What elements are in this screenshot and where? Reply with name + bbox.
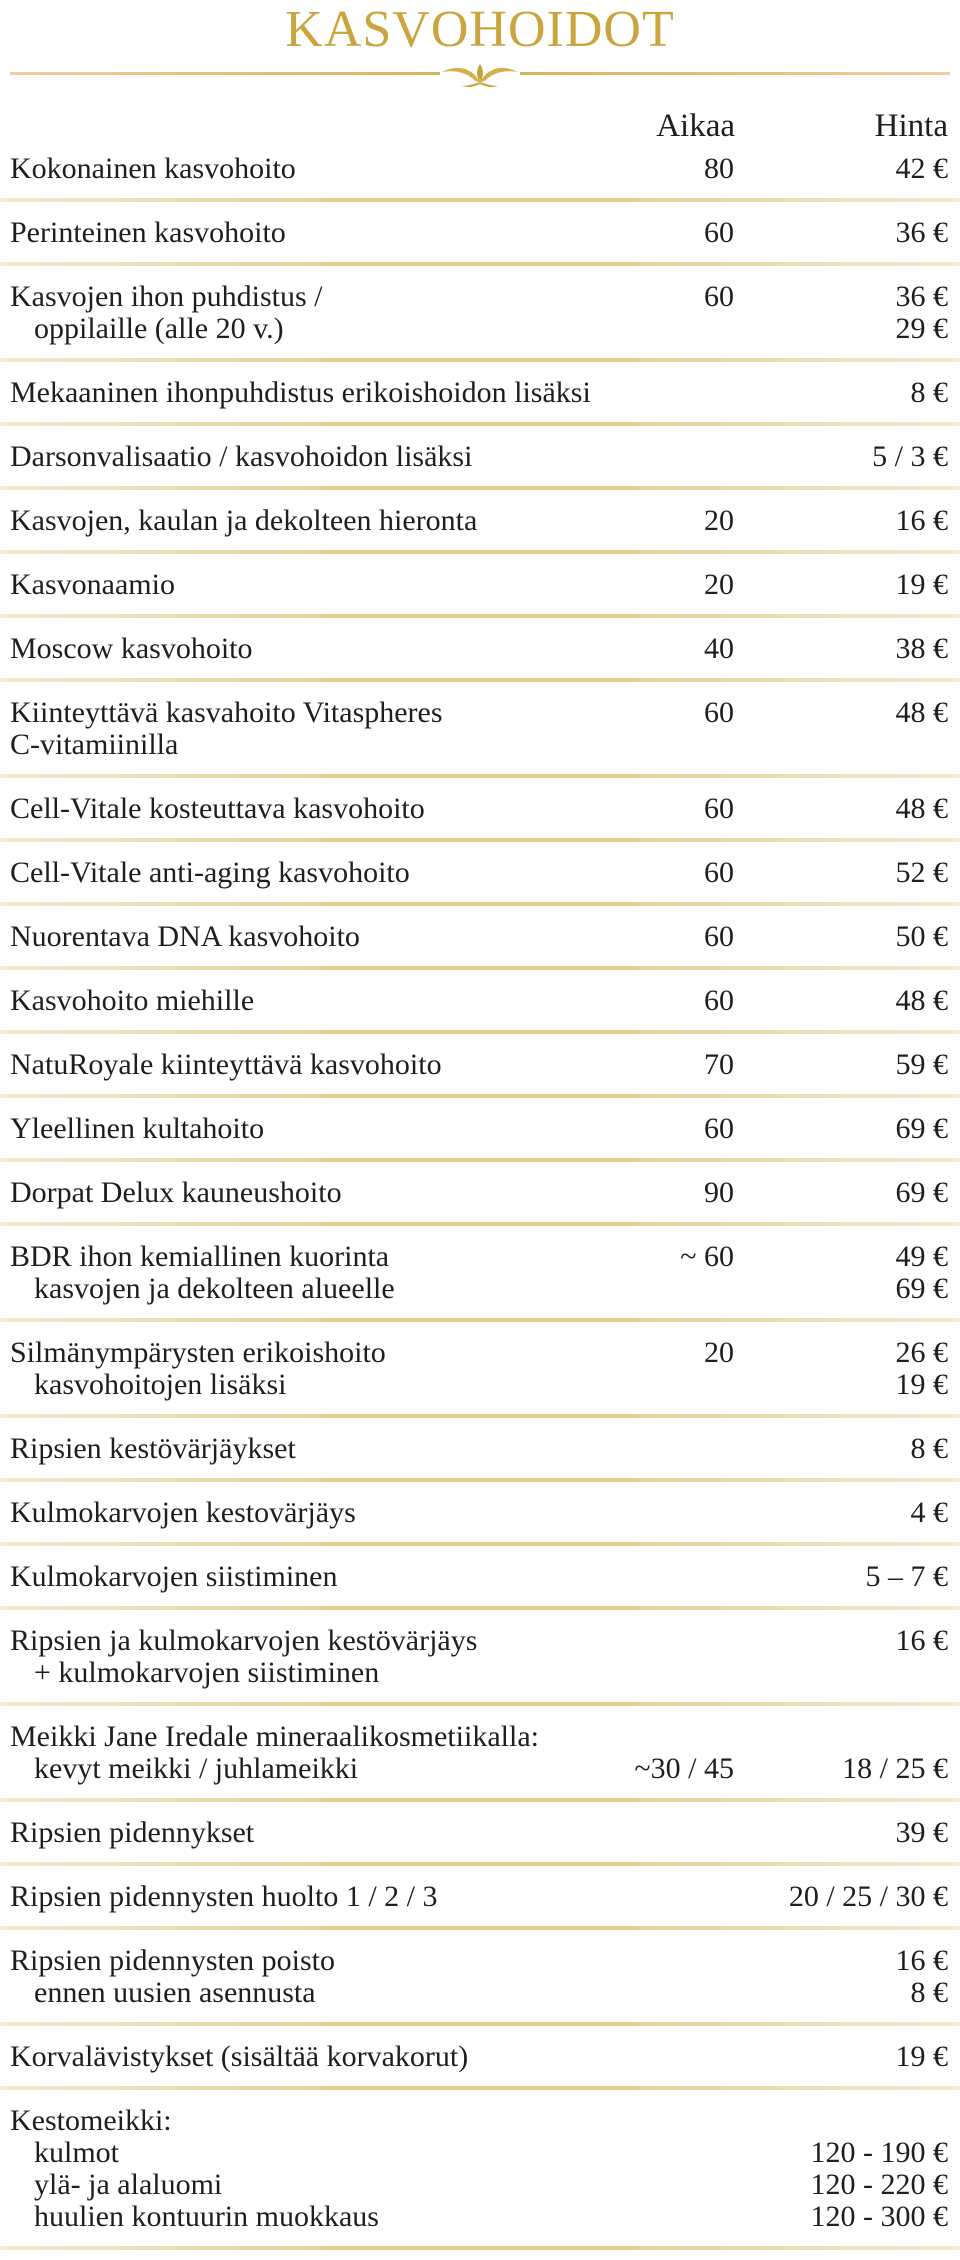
list-item: [0, 916, 960, 970]
treatment-price: 19 €: [895, 1368, 948, 1401]
treatment-time: 40: [704, 632, 734, 665]
treatment-name: Yleellinen kultahoito: [10, 1112, 265, 1145]
treatment-price: 38 €: [895, 632, 948, 665]
treatment-name: ylä- ja alaluomi: [34, 2168, 223, 2201]
treatment-name: BDR ihon kemiallinen kuorinta: [10, 1240, 390, 1273]
time-column-label: Aikaa: [656, 108, 735, 144]
treatment-list: [0, 148, 960, 2260]
treatment-price: 69 €: [895, 1176, 948, 1209]
list-item: [0, 1332, 960, 1418]
treatment-name: Meikki Jane Iredale mineraalikosmetiikalla:: [10, 1720, 539, 1753]
treatment-time: 20: [704, 1336, 734, 1369]
treatment-price: 5 / 3 €: [872, 440, 948, 473]
treatment-name: ennen uusien asennusta: [34, 1976, 316, 2009]
treatment-name: Perinteinen kasvohoito: [10, 216, 286, 249]
divider: [0, 422, 960, 426]
treatment-name: kulmot: [34, 2136, 120, 2169]
divider: [0, 1478, 960, 1482]
treatment-name: Kulmokarvojen siistiminen: [10, 1560, 338, 1593]
treatment-price: 48 €: [895, 696, 948, 729]
treatment-time: 60: [704, 216, 734, 249]
treatment-price: 50 €: [895, 920, 948, 953]
treatment-time: 70: [704, 1048, 734, 1081]
list-item: [0, 1812, 960, 1866]
divider: [0, 1702, 960, 1706]
treatment-price: 16 €: [895, 504, 948, 537]
list-item: [0, 436, 960, 490]
treatment-name: huulien kontuurin muokkaus: [34, 2200, 379, 2233]
treatment-price: 59 €: [895, 1048, 948, 1081]
treatment-name: Kasvonaamio: [10, 568, 175, 601]
treatment-time: 60: [704, 792, 734, 825]
treatment-name: kasvohoitojen lisäksi: [34, 1368, 287, 1401]
ornament-icon: [428, 56, 532, 92]
treatment-price: 26 €: [895, 1336, 948, 1369]
treatment-price: 120 - 220 €: [810, 2168, 948, 2201]
list-item: [0, 148, 960, 202]
treatment-name: Dorpat Delux kauneushoito: [10, 1176, 342, 1209]
treatment-price: 36 €: [895, 216, 948, 249]
treatment-price: 18 / 25 €: [842, 1752, 948, 1785]
treatment-name: Mekaaninen ihonpuhdistus erikoishoidon lisäksi: [10, 376, 591, 409]
divider: [0, 1030, 960, 1034]
list-item: [0, 1172, 960, 1226]
treatment-price: 20 / 25 / 30 €: [788, 1880, 948, 1913]
divider: [0, 1926, 960, 1930]
treatment-name: kevyt meikki / juhlameikki: [34, 1752, 359, 1785]
treatment-price: 48 €: [895, 792, 948, 825]
treatment-price: 16 €: [895, 1624, 948, 1657]
treatment-name: Kokonainen kasvohoito: [10, 152, 296, 185]
treatment-price: 69 €: [895, 1272, 948, 1305]
list-item: [0, 372, 960, 426]
treatment-name: Kasvojen ihon puhdistus /: [10, 280, 323, 313]
treatment-name: kasvojen ja dekolteen alueelle: [34, 1272, 395, 1305]
divider: [0, 1222, 960, 1226]
divider: [0, 678, 960, 682]
page-title: KASVOHOIDOT: [285, 1, 675, 58]
list-item: [0, 1876, 960, 1930]
treatment-name: Moscow kasvohoito: [10, 632, 253, 665]
list-item: [0, 2100, 960, 2250]
treatment-price: 8 €: [910, 1432, 948, 1465]
divider: [0, 198, 960, 202]
divider: [0, 902, 960, 906]
treatment-name: Kasvohoito miehille: [10, 984, 255, 1017]
treatment-name: Kulmokarvojen kestovärjäys: [10, 1496, 356, 1529]
column-header: [0, 108, 960, 148]
list-item: [0, 2036, 960, 2090]
treatment-time: 60: [704, 920, 734, 953]
price-column-label: Hinta: [874, 108, 948, 144]
treatment-price: 4 €: [910, 1496, 948, 1529]
treatment-name: C-vitamiinilla: [10, 728, 179, 761]
treatment-price: 39 €: [895, 1816, 948, 1849]
divider: [0, 1094, 960, 1098]
divider: [0, 1414, 960, 1418]
divider: [0, 2022, 960, 2026]
treatment-name: Darsonvalisaatio / kasvohoidon lisäksi: [10, 440, 473, 473]
divider: [0, 1862, 960, 1866]
list-item: [0, 628, 960, 682]
treatment-time: 60: [704, 984, 734, 1017]
list-item: [0, 276, 960, 362]
list-item: [0, 1108, 960, 1162]
list-item: [0, 212, 960, 266]
treatment-name: Kasvojen, kaulan ja dekolteen hieronta: [10, 504, 478, 537]
treatment-price: 19 €: [895, 2040, 948, 2073]
treatment-name: NatuRoyale kiinteyttävä kasvohoito: [10, 1048, 442, 1081]
divider: [0, 550, 960, 554]
treatment-price: 19 €: [895, 568, 948, 601]
treatment-name: Korvalävistykset (sisältää korvakorut): [10, 2040, 469, 2073]
divider: [0, 838, 960, 842]
divider: [0, 614, 960, 618]
treatment-name: Ripsien pidennysten huolto 1 / 2 / 3: [10, 1880, 438, 1913]
treatment-price: 5 – 7 €: [865, 1560, 948, 1593]
list-item: [0, 1940, 960, 2026]
divider: [0, 358, 960, 362]
treatment-time: 60: [704, 280, 734, 313]
treatment-name: Cell-Vitale kosteuttava kasvohoito: [10, 792, 425, 825]
divider: [0, 2246, 960, 2250]
list-item: [0, 1620, 960, 1706]
treatment-price: 120 - 300 €: [810, 2200, 948, 2233]
list-item: [0, 788, 960, 842]
list-item: [0, 852, 960, 906]
treatment-name: Ripsien pidennykset: [10, 1816, 255, 1849]
list-item: [0, 1492, 960, 1546]
list-item: [0, 1556, 960, 1610]
treatment-name: Cell-Vitale anti-aging kasvohoito: [10, 856, 410, 889]
treatment-time: 60: [704, 1112, 734, 1145]
treatment-name: + kulmokarvojen siistiminen: [34, 1656, 380, 1689]
treatment-price: 8 €: [910, 1976, 948, 2009]
list-item: [0, 980, 960, 1034]
treatment-time: 90: [704, 1176, 734, 1209]
treatment-name: Ripsien ja kulmokarvojen kestövärjäys: [10, 1624, 478, 1657]
list-item: [0, 1236, 960, 1322]
list-item: [0, 692, 960, 778]
divider: [0, 1606, 960, 1610]
treatment-price: 69 €: [895, 1112, 948, 1145]
list-item: [0, 564, 960, 618]
divider: [0, 1798, 960, 1802]
treatment-name: oppilaille (alle 20 v.): [34, 312, 284, 345]
treatment-time: 60: [704, 696, 734, 729]
treatment-name: Kestomeikki:: [10, 2104, 172, 2137]
treatment-price: 36 €: [895, 280, 948, 313]
divider: [0, 1318, 960, 1322]
treatment-time: ~30 / 45: [634, 1752, 734, 1785]
divider: [0, 1158, 960, 1162]
treatment-price: 16 €: [895, 1944, 948, 1977]
treatment-name: Silmänympärysten erikoishoito: [10, 1336, 386, 1369]
treatment-time: 20: [704, 504, 734, 537]
treatment-price: 52 €: [895, 856, 948, 889]
treatment-time: 20: [704, 568, 734, 601]
treatment-time: 60: [704, 856, 734, 889]
divider: [0, 486, 960, 490]
treatment-price: 48 €: [895, 984, 948, 1017]
treatment-name: Ripsien pidennysten poisto: [10, 1944, 335, 1977]
treatment-price: 29 €: [895, 312, 948, 345]
divider: [0, 262, 960, 266]
list-item: [0, 1044, 960, 1098]
divider: [0, 966, 960, 970]
treatment-name: Kiinteyttävä kasvahoito Vitaspheres: [10, 696, 443, 729]
divider: [0, 1542, 960, 1546]
treatment-time: ~ 60: [680, 1240, 734, 1273]
treatment-name: Ripsien kestövärjäykset: [10, 1432, 296, 1465]
divider: [0, 2086, 960, 2090]
treatment-name: Nuorentava DNA kasvohoito: [10, 920, 360, 953]
list-item: [0, 500, 960, 554]
treatment-time: 80: [704, 152, 734, 185]
treatment-price: 42 €: [895, 152, 948, 185]
treatment-price: 120 - 190 €: [810, 2136, 948, 2169]
divider: [0, 774, 960, 778]
list-item: [0, 1716, 960, 1802]
list-item: [0, 1428, 960, 1482]
treatment-price: 49 €: [895, 1240, 948, 1273]
treatment-price: 8 €: [910, 376, 948, 409]
